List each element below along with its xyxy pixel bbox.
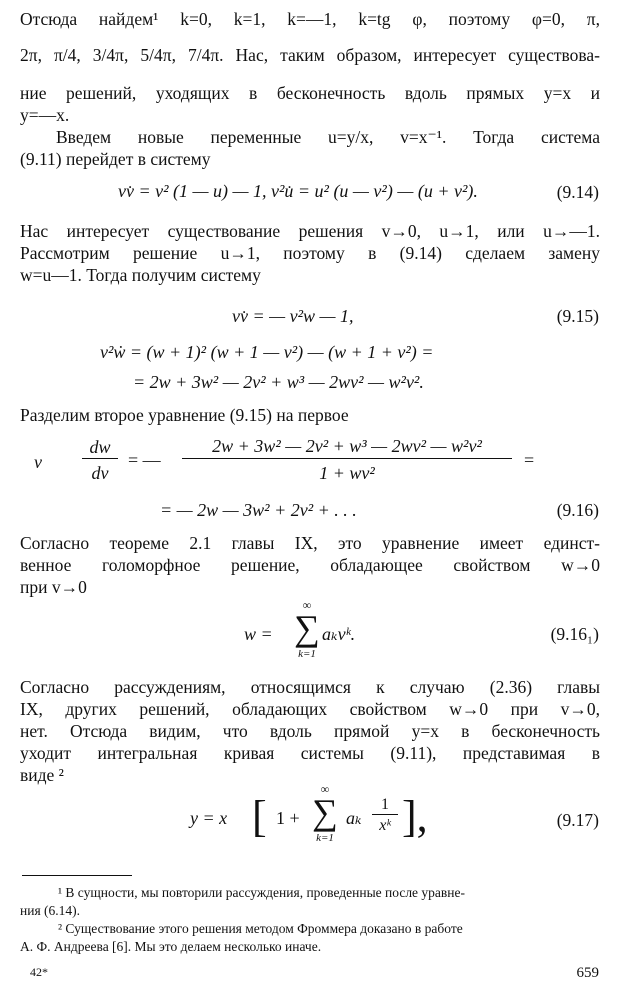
sum-lower-limit: k=1 [298, 648, 316, 660]
footnote-2-line1: ² Существование этого решения методом Фроммера доказано в работе [58, 921, 463, 936]
para1-line1: Отсюда найдем¹ k=0, k=1, k=—1, k=tg φ, поэтому φ=0, π, [20, 9, 600, 29]
equation-9-16-lhs-denominator: dv [91, 463, 109, 483]
equation-9-15-b: v²ẇ = (w + 1)² (w + 1 — v²) — (w + 1 + v²) = [100, 342, 434, 362]
page-number: 659 [576, 965, 599, 981]
para6-line1: Согласно рассуждениям, относящимся к случаю (2.36) главы [20, 677, 600, 697]
summation-sign: ∑ [294, 608, 320, 648]
equation-number-9-15: (9.15) [556, 306, 599, 326]
para6-line3: нет. Отсюда видим, что вдоль прямой y=x в бесконечность [20, 721, 600, 741]
para2-line2: (9.11) перейдет в систему [20, 149, 211, 169]
equation-9-16-v: v [34, 452, 42, 472]
equation-9-16-line2: = — 2w — 3w² + 2v² + . . . [160, 500, 357, 520]
sum-upper-limit: ∞ [302, 598, 312, 612]
equation-9-16-lhs-numerator: dw [82, 436, 118, 459]
equation-9-16-1-lhs: w = [244, 624, 273, 644]
para3-line1: Нас интересует существование решения v→0, u→1, или u→—1. [20, 221, 600, 241]
para3-line3: w=u—1. Тогда получим систему [20, 265, 261, 285]
para6-line4: уходит интегральная кривая системы (9.11), представимая в [20, 743, 600, 763]
equation-9-15-a: vv̇ = — v²w — 1, [232, 306, 354, 326]
equation-9-17-fraction-numerator: 1 [372, 796, 398, 815]
equation-number-9-16-1: (9.16₁) [550, 624, 599, 644]
equation-9-16-denominator: 1 + wv² [319, 463, 375, 483]
para6-line5: виде ² [20, 765, 64, 785]
equation-9-16-equals-minus: = — [128, 450, 161, 470]
footnote-rule [22, 875, 132, 876]
para6-line2: IX, других решений, обладающих свойством w→0 при v→0, [20, 699, 600, 719]
footnote-1-line2: ния (6.14). [20, 903, 81, 918]
equation-number-9-17: (9.17) [556, 810, 599, 830]
para4: Разделим второе уравнение (9.15) на первое [20, 405, 349, 425]
footnote-1-line1: ¹ В сущности, мы повторили рассуждения, проведенные после уравне- [58, 885, 466, 900]
equation-9-15-c: = 2w + 3w² — 2v² + w³ — 2wv² — w²v². [133, 372, 424, 392]
sum-upper-limit-9-17: ∞ [320, 782, 330, 796]
para5-line2: венное голоморфное решение, обладающее свойством w→0 [20, 555, 600, 575]
equation-9-17-one-plus: 1 + [276, 808, 300, 828]
equation-9-17-coefficient: aₖ [346, 808, 362, 828]
para1-line3: ние решений, уходящих в бесконечность вдоль прямых y=x и [20, 83, 600, 103]
para5-line3: при v→0 [20, 577, 87, 597]
para1-line4: y=—x. [20, 105, 70, 125]
footnote-2-line2: А. Ф. Андреева [6]. Мы это делаем несколько иначе. [20, 939, 322, 954]
equation-number-9-14: (9.14) [556, 182, 599, 202]
equation-9-16-equals: = [524, 450, 535, 470]
para3-line2: Рассмотрим решение u→1, поэтому в (9.14) сделаем замену [20, 243, 600, 263]
para1-line2: 2π, π/4, 3/4π, 5/4π, 7/4π. Нас, таким образом, интересует существова- [20, 45, 600, 65]
signature-mark: 42* [30, 965, 48, 979]
summation-sign-9-17: ∑ [312, 792, 338, 832]
equation-9-17-lhs: y = x [190, 808, 228, 828]
sum-lower-limit-9-17: k=1 [316, 832, 334, 844]
equation-9-16-numerator: 2w + 3w² — 2v² + w³ — 2wv² — w²v² [182, 434, 512, 459]
para2-line1: Введем новые переменные u=y/x, v=x⁻¹. Тогда система [56, 127, 600, 147]
para5-line1: Согласно теореме 2.1 главы IX, это уравнение имеет единст- [20, 533, 600, 553]
left-bracket: [ [252, 792, 267, 841]
equation-9-16-1-term: aₖvᵏ. [322, 624, 356, 644]
right-bracket: ], [402, 792, 428, 841]
equation-number-9-16: (9.16) [556, 500, 599, 520]
equation-9-14: vv̇ = v² (1 — u) — 1, v²u̇ = u² (u — v²) — (u + v²). [118, 181, 478, 201]
equation-9-17-fraction-denominator: xᵏ [379, 817, 391, 834]
